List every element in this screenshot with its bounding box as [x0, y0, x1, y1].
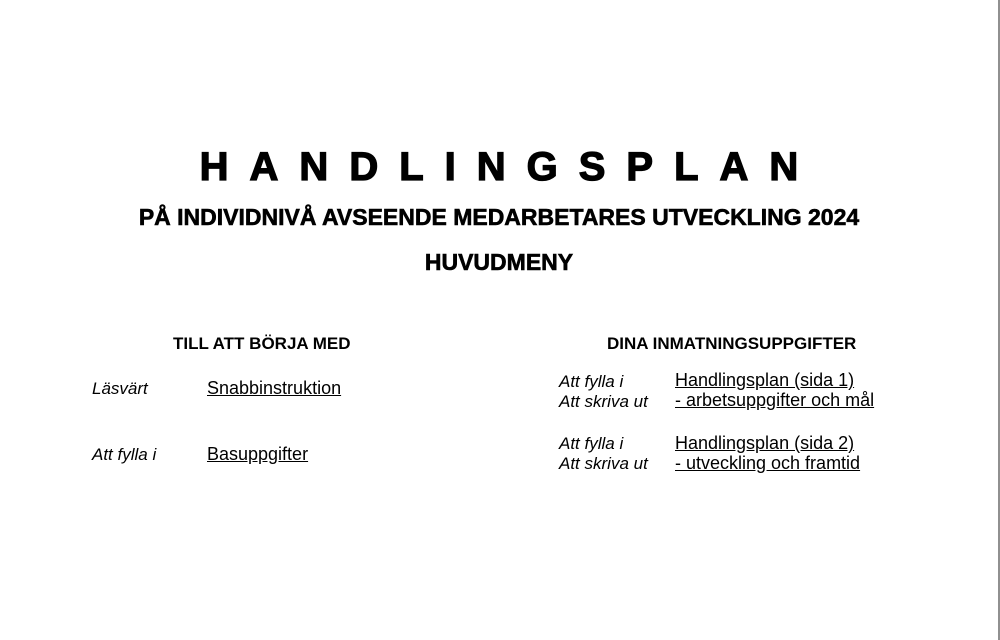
handlingsplan-sida1-link[interactable] — [675, 370, 874, 410]
handlingsplan-sida2-link[interactable] — [675, 433, 860, 473]
snabbinstruktion-link[interactable] — [207, 378, 341, 398]
section-heading-getting-started: TILL ATT BÖRJA MED — [173, 334, 351, 353]
item-label-skriva-ut-row2: Att skriva ut — [559, 454, 648, 473]
item-labels-row1 — [559, 372, 648, 412]
handlingsplan-sida2-link-line2: - utveckling och framtid — [675, 453, 861, 473]
item-label-att-fylla-i: Att fylla i — [92, 445, 157, 464]
item-label-fylla-i-row2: Att fylla i — [559, 434, 624, 453]
page-title: HANDLINGSPLAN — [199, 145, 820, 189]
item-label-fylla-i-row1: Att fylla i — [559, 372, 624, 391]
basuppgifter-link[interactable] — [207, 444, 308, 464]
page-subtitle: PÅ INDIVIDNIVÅ AVSEENDE MEDARBETARES UTVECKLING 2024 — [138, 204, 860, 230]
handlingsplan-sida1-link-line2: - arbetsuppgifter och mål — [675, 390, 875, 410]
handlingsplan-sida2-link-line1: Handlingsplan (sida 2) — [675, 433, 855, 453]
item-label-lasvart: Läsvärt — [92, 379, 148, 398]
handlingsplan-sida1-link-line1: Handlingsplan (sida 1) — [675, 370, 855, 390]
basuppgifter-link-text: Basuppgifter — [207, 444, 309, 464]
main-menu-heading: HUVUDMENY — [424, 249, 574, 275]
section-heading-input-tasks: DINA INMATNINGSUPPGIFTER — [607, 334, 857, 353]
item-label-skriva-ut-row1: Att skriva ut — [559, 392, 648, 411]
item-labels-row2 — [559, 434, 648, 474]
snabbinstruktion-link-text: Snabbinstruktion — [207, 378, 342, 398]
